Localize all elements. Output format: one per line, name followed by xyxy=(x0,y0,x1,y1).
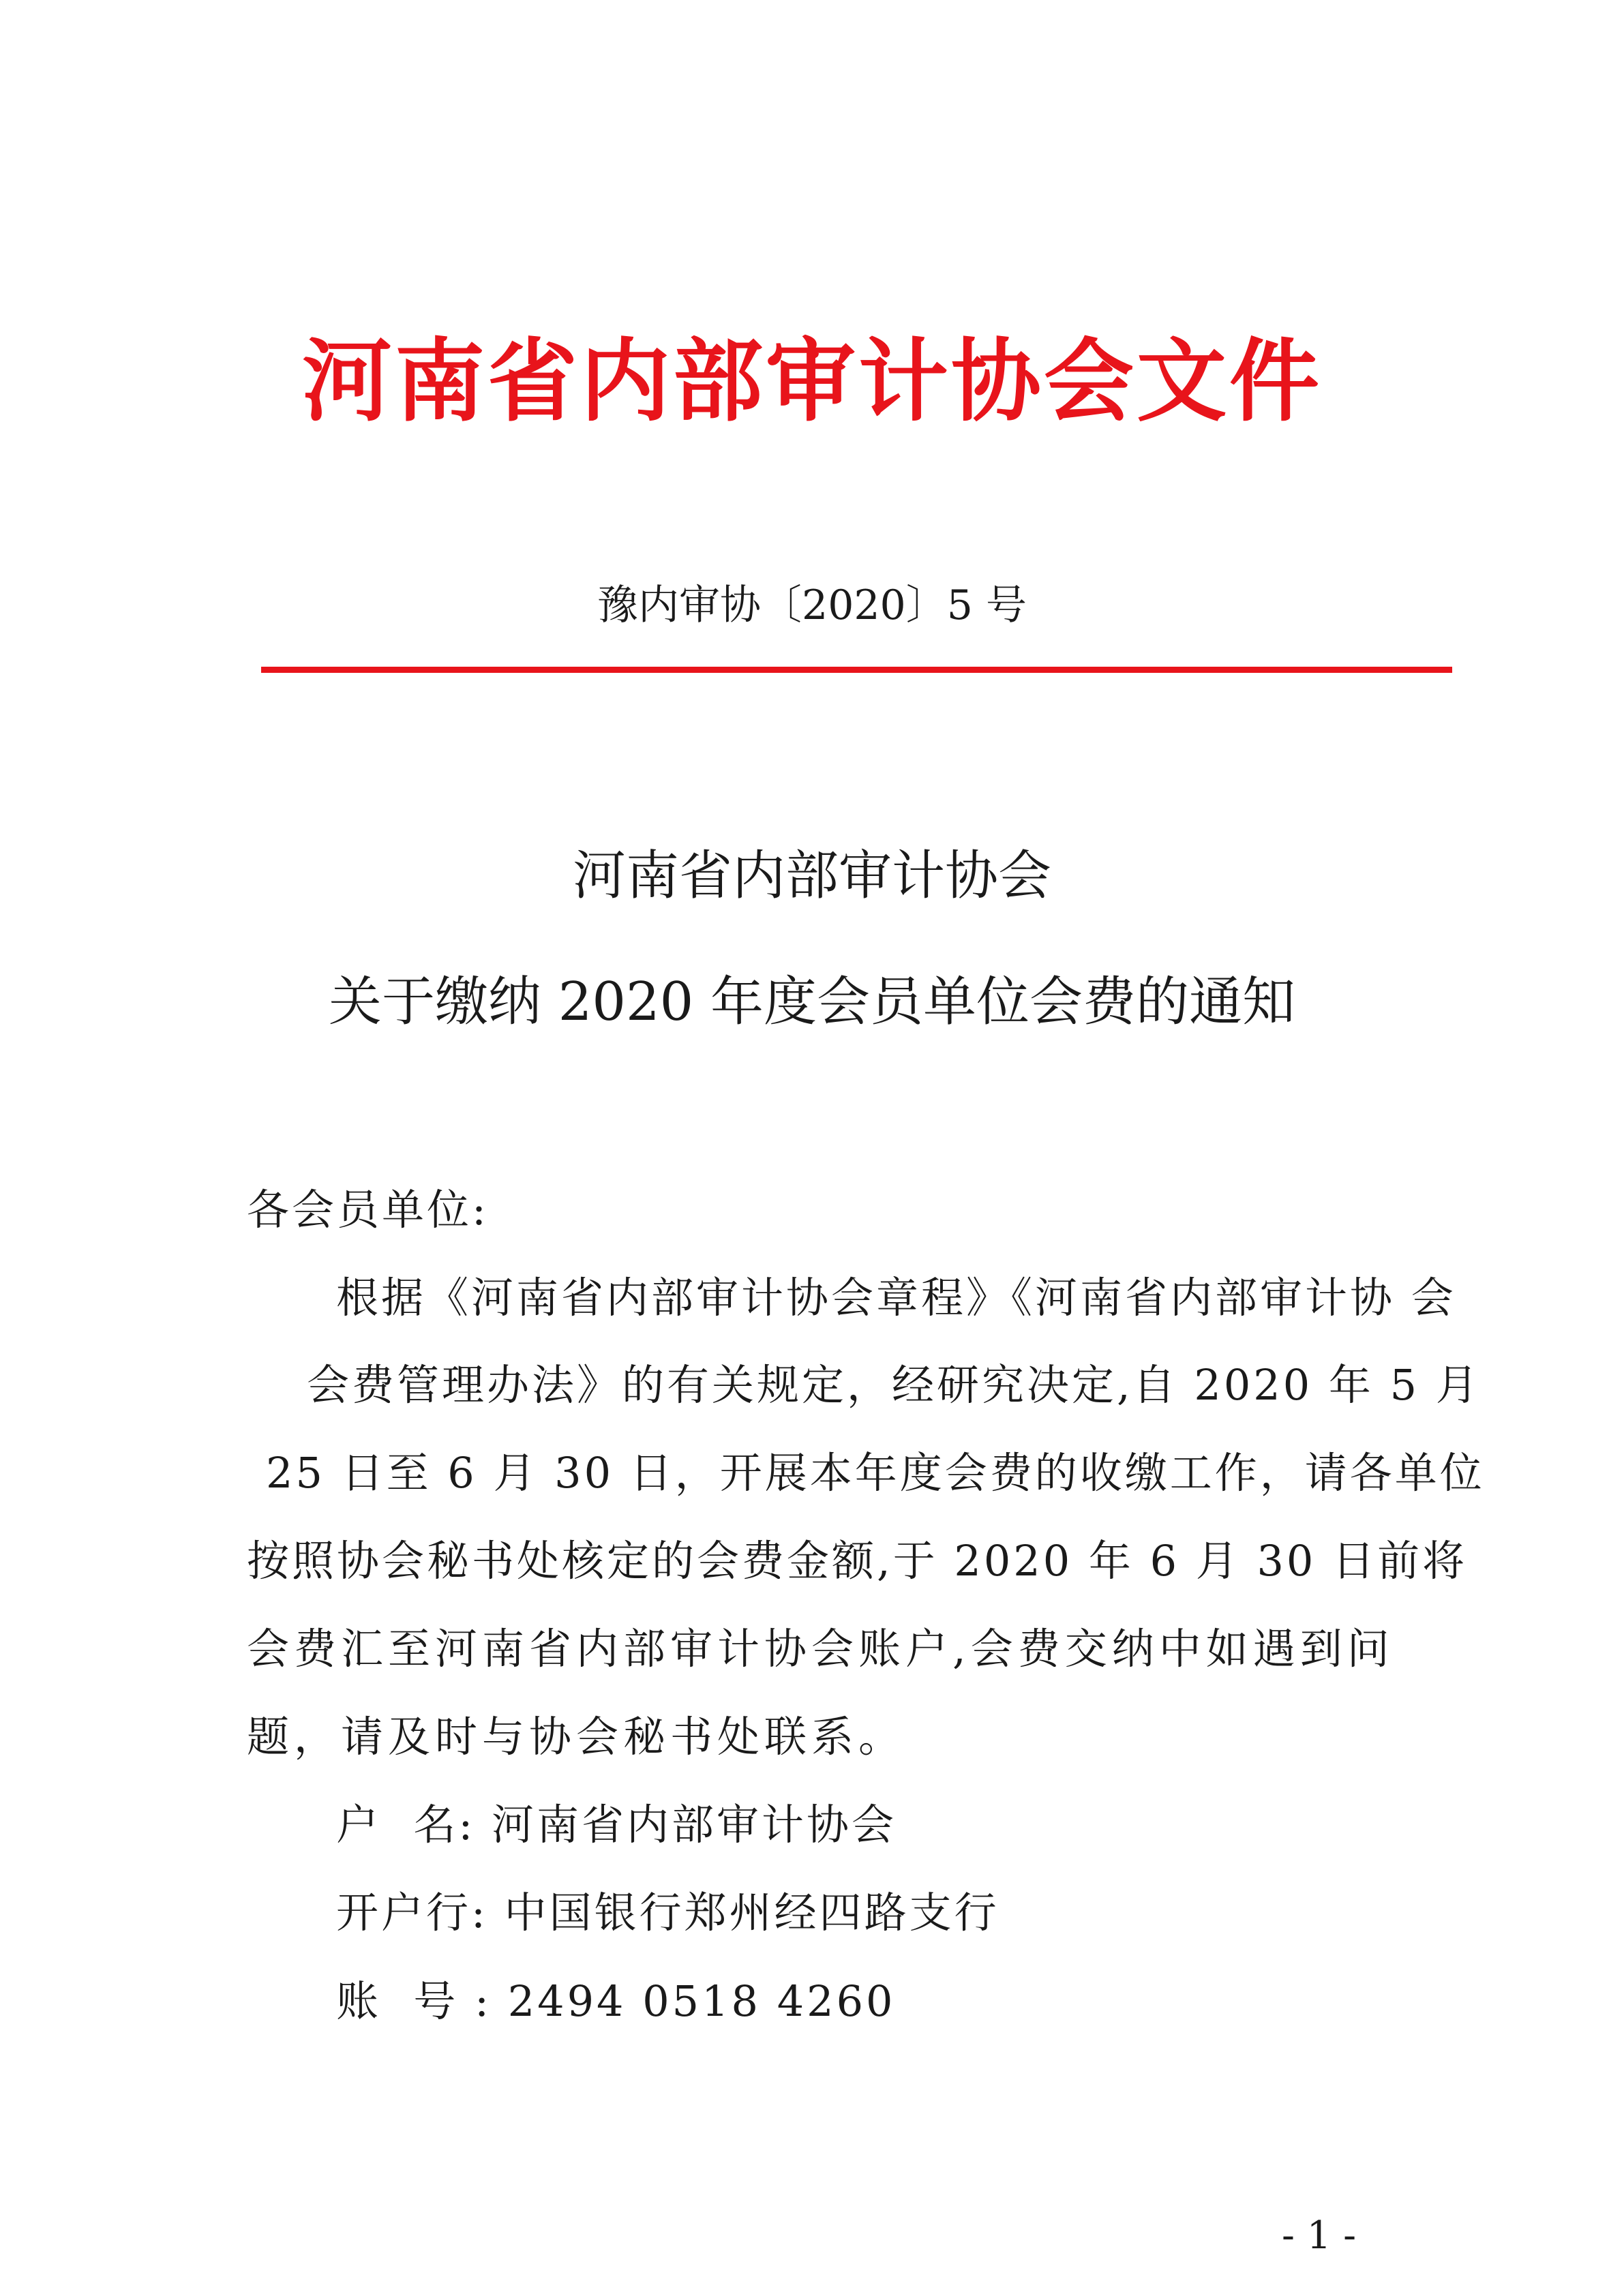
paragraph-line: 会费汇至河南省内部审计协会账户,会费交纳中如遇到问 xyxy=(247,1624,1394,1674)
notice-title-line-2: 关于缴纳 2020 年度会员单位会费的通知 xyxy=(328,971,1296,1033)
paragraph-line: 题，请及时与协会秘书处联系。 xyxy=(247,1712,906,1762)
paragraph-line: 会费管理办法》的有关规定，经研究决定,自 2020 年 5 月 xyxy=(307,1360,1481,1410)
salutation: 各会员单位: xyxy=(247,1185,489,1235)
account-number: 账 号 : 2494 0518 4260 xyxy=(336,1976,896,2026)
bank-name: 开户行: 中国银行郑州经四路支行 xyxy=(336,1888,999,1937)
paragraph-line: 根据《河南省内部审计协会章程》《河南省内部审计协 会 xyxy=(336,1273,1456,1323)
page-number: - 1 - xyxy=(1282,2214,1357,2258)
document-header-title: 河南省内部审计协会文件 xyxy=(302,329,1322,434)
account-name: 户 名: 河南省内部审计协会 xyxy=(336,1800,897,1849)
red-divider-line xyxy=(261,667,1452,673)
document-number: 豫内审协〔2020〕5 号 xyxy=(597,581,1027,629)
paragraph-line: 按照协会秘书处核定的会费金额,于 2020 年 6 月 30 日前将 xyxy=(247,1536,1468,1586)
paragraph-line: 25 日至 6 月 30 日，开展本年度会费的收缴工作，请各单位 xyxy=(266,1448,1485,1498)
notice-title-line-1: 河南省内部审计协会 xyxy=(572,845,1051,907)
